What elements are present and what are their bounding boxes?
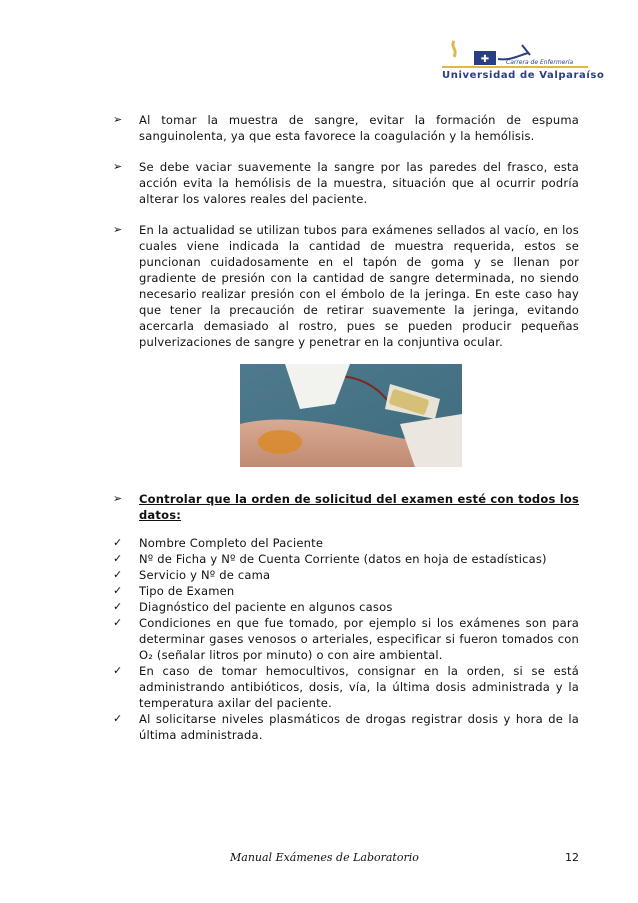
check-icon: ✓ [113,568,123,581]
checklist-item [113,663,579,711]
checklist-item-text: Condiciones en que fue tomado, por ejemplo si los exámenes son para determinar gases venosos o arteriales, especificar si fueron tomados con O₂ (señalar litros por minuto) o con aire ambiental. [139,616,579,662]
checklist-item [113,567,579,583]
svg-text:✚: ✚ [480,54,490,65]
checklist-item [113,551,579,567]
arrow-bullet-icon: ➢ [113,113,123,126]
checklist-item-text: Nº de Ficha y Nº de Cuenta Corriente (datos en hoja de estadísticas) [139,552,547,566]
arrow-bullet-icon: ➢ [113,160,123,173]
check-icon: ✓ [113,616,123,629]
checklist-item-text: Servicio y Nº de cama [139,568,271,582]
logo-subtitle: Carrera de Enfermería [506,59,574,66]
checklist-item-text: Al solicitarse niveles plasmáticos de drogas registrar dosis y hora de la última administrada. [139,712,579,742]
checklist-item [113,711,579,743]
arrow-bullet-icon: ➢ [113,223,123,236]
page-content [113,112,579,743]
checklist-item-text: En caso de tomar hemocultivos, consignar en la orden, si se está administrando antibióticos, dosis, vía, la última dosis administrada y la temperatura axilar del paciente. [139,664,579,710]
check-icon: ✓ [113,536,123,549]
list-item [113,159,579,207]
list-item [113,112,579,144]
logo-name: Universidad de Valparaíso [442,70,605,81]
list-item-text: Al tomar la muestra de sangre, evitar la formación de espuma sanguinolenta, ya que esta favorece la coagulación y la hemólisis. [139,113,579,143]
university-logo [440,37,605,87]
checklist-item [113,599,579,615]
section-heading [113,491,579,523]
check-icon: ✓ [113,600,123,613]
list-item [113,222,579,350]
section-heading-text: Controlar que la orden de solicitud del examen esté con todos los datos: [139,492,579,522]
blood-draw-photo [240,364,462,467]
checklist-item [113,583,579,599]
arrow-bullet-icon: ➢ [113,492,123,505]
list-item-text: En la actualidad se utilizan tubos para exámenes sellados al vacío, en los cuales viene indicada la cantidad de muestra requerida, estos se puncionan cuidadosamente en el tapón de goma y se llenan por gradiente de presión con la cantidad de sangre determinada, no siendo necesario realizar presión con el émbolo de la jeringa. En este caso hay que tener la precaución de retirar suavemente la jeringa, evitando acercarla demasiado al rostro, pues se pueden producir pequeñas pulverizaciones de sangre y penetrar en la conjuntiva ocular. [139,223,579,349]
checklist-item-text: Nombre Completo del Paciente [139,536,324,550]
check-icon: ✓ [113,664,123,677]
footer-title: Manual Exámenes de Laboratorio [230,851,419,864]
list-item-text: Se debe vaciar suavemente la sangre por las paredes del frasco, esta acción evita la hemólisis de la muestra, situación que al ocurrir podría alterar los valores reales del paciente. [139,160,579,206]
checklist-item-text: Tipo de Examen [139,584,235,598]
checklist-item-text: Diagnóstico del paciente en algunos casos [139,600,393,614]
page-number: 12 [565,851,579,864]
checklist-item [113,535,579,551]
check-icon: ✓ [113,584,123,597]
check-icon: ✓ [113,552,123,565]
check-icon: ✓ [113,712,123,725]
checklist-item [113,615,579,663]
